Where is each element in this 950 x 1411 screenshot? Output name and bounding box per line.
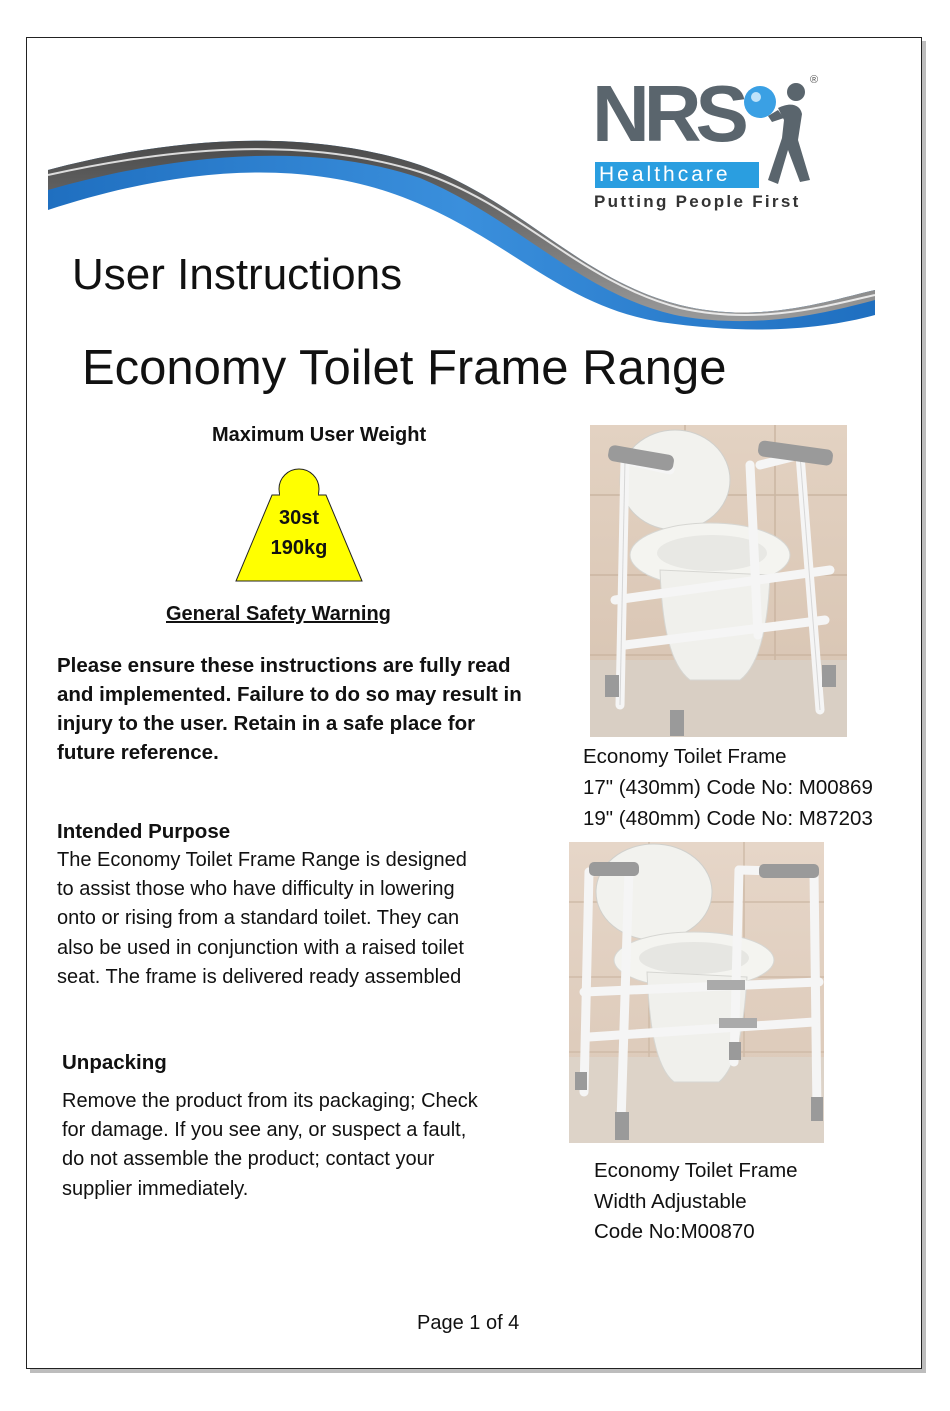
doc-subtitle: User Instructions xyxy=(72,250,403,299)
product-1-code-19: 19" (480mm) Code No: M87203 xyxy=(583,807,873,830)
product-photo-fixed-frame xyxy=(590,425,847,737)
weight-icon xyxy=(234,467,364,583)
product-2-caption xyxy=(594,1155,798,1217)
weight-kg: 190kg xyxy=(270,537,328,559)
registered-mark: ® xyxy=(810,74,819,86)
purpose-heading: Intended Purpose xyxy=(57,820,231,843)
safety-heading: General Safety Warning xyxy=(166,603,391,625)
nrs-healthcare-logo xyxy=(588,69,828,219)
product-2-code: Code No:M00870 xyxy=(594,1220,755,1243)
product-2-name: Economy Toilet Frame xyxy=(594,1159,798,1182)
page-number: Page 1 of 4 xyxy=(417,1312,520,1334)
product-2-variant: Width Adjustable xyxy=(594,1190,747,1213)
unpacking-text: Remove the product from its packaging; Check for damage. If you see any, or suspect a fault, do not assemble the product; contact your supplier immediately. xyxy=(62,1090,478,1200)
product-photo-width-adjustable xyxy=(569,842,824,1143)
safety-text: Please ensure these instructions are fully read and implemented. Failure to do so may result in injury to the user. Retain in a safe place for future reference. xyxy=(57,654,522,764)
max-weight-label: Maximum User Weight xyxy=(212,424,427,446)
product-1-name: Economy Toilet Frame xyxy=(583,745,787,768)
doc-title: Economy Toilet Frame Range xyxy=(82,341,727,395)
unpacking-heading: Unpacking xyxy=(62,1051,167,1074)
purpose-text: The Economy Toilet Frame Range is designed to assist those who have difficulty in lowering onto or rising from a standard toilet. They can also be used in conjunction with a raised toilet seat. The frame is delivered ready assembled xyxy=(57,849,467,988)
product-1-caption xyxy=(583,741,873,834)
product-1-code-17: 17" (430mm) Code No: M00869 xyxy=(583,776,873,799)
logo-tagline: Putting People First xyxy=(594,192,801,211)
logo-healthcare-band: Healthcare xyxy=(595,162,759,188)
logo-wordmark: NRS xyxy=(592,69,743,158)
weight-stones: 30st xyxy=(278,507,320,529)
